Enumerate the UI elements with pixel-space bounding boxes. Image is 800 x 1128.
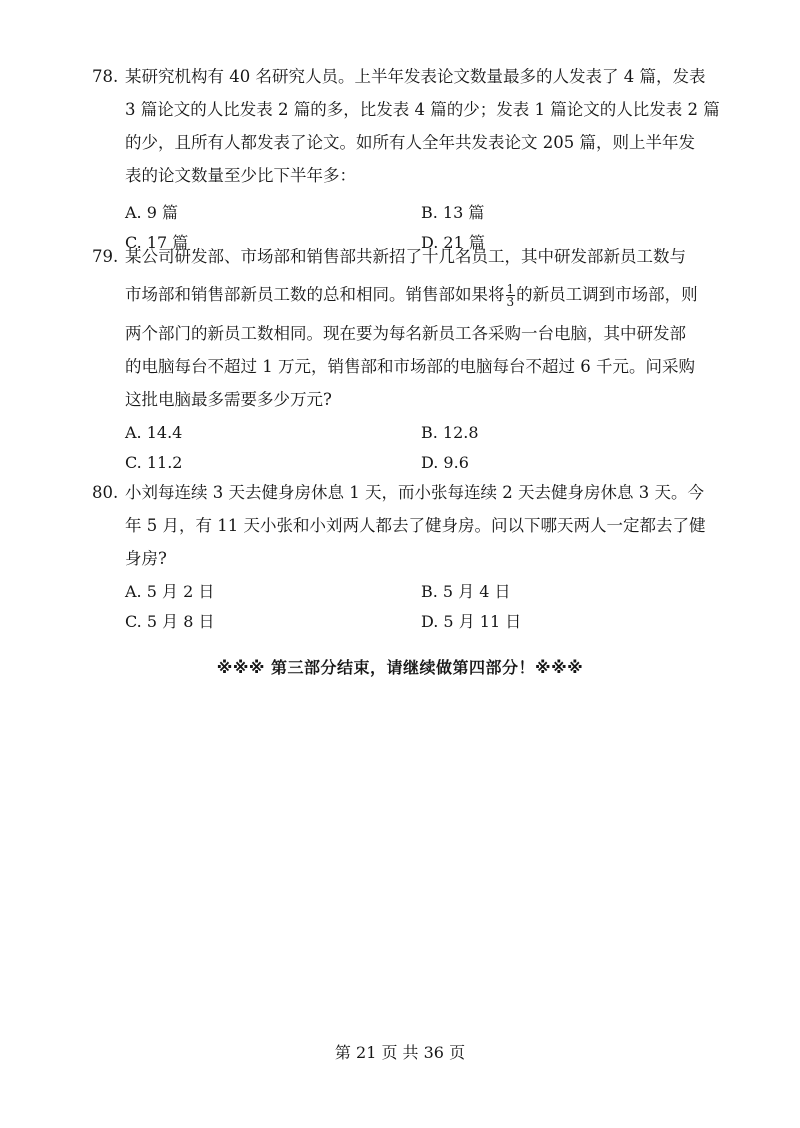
- option-b: B. 5 月 4 日: [421, 582, 511, 601]
- option-c: C. 17 篇: [125, 233, 189, 252]
- option-b: B. 12.8: [421, 423, 479, 442]
- question-text: 两个部门的新员工数相同。现在要为每名新员工各采购一台电脑，其中研发部: [125, 324, 686, 343]
- question-line: [92, 509, 732, 542]
- question-line: [92, 273, 732, 317]
- question-text: 表的论文数量至少比下半年多：: [125, 166, 356, 185]
- question-text: [125, 273, 698, 317]
- fraction-denominator: 3: [506, 295, 515, 309]
- question-number: 80.: [92, 483, 119, 502]
- section-end-note: ※※※ 第三部分结束，请继续做第四部分！※※※: [216, 658, 584, 677]
- question-line: [92, 240, 732, 273]
- fraction: [506, 283, 516, 308]
- question-line: [92, 93, 732, 126]
- question-79: [92, 240, 732, 478]
- question-text: 某研究机构有 40 名研究人员。上半年发表论文数量最多的人发表了 4 篇，发表: [125, 67, 706, 86]
- question-line: [92, 126, 732, 159]
- question-text: 3 篇论文的人比发表 2 篇的多，比发表 4 篇的少；发表 1 篇论文的人比发表 2 篇: [125, 100, 720, 119]
- question-line: [92, 60, 732, 93]
- option-a: A. 5 月 2 日: [125, 582, 215, 601]
- question-line: [92, 317, 732, 350]
- options-row: [125, 577, 732, 607]
- question-text: 的少，且所有人都发表了论文。如所有人全年共发表论文 205 篇，则上半年发: [125, 133, 695, 152]
- question-78: [92, 60, 732, 258]
- options-row: [125, 198, 732, 228]
- question-text: 这批电脑最多需要多少万元?: [125, 390, 332, 409]
- options-row: [125, 448, 732, 478]
- fraction-numerator: 1: [506, 282, 515, 296]
- question-text: 的电脑每台不超过 1 万元，销售部和市场部的电脑每台不超过 6 千元。问采购: [125, 357, 695, 376]
- option-a: A. 14.4: [125, 423, 183, 442]
- question-text: 小刘每连续 3 天去健身房休息 1 天，而小张每连续 2 天去健身房休息 3 天。今: [125, 483, 704, 502]
- option-d: D. 9.6: [421, 453, 469, 472]
- question-text: 身房?: [125, 549, 167, 568]
- question-text-after-fraction: 的新员工调到市场部，则: [516, 285, 698, 304]
- option-a: A. 9 篇: [125, 203, 178, 222]
- question-line: [92, 476, 732, 509]
- options-row: [125, 418, 732, 448]
- page-footer: 第 21 页 共 36 页: [334, 1043, 466, 1062]
- question-line: [92, 542, 732, 575]
- option-d: D. 21 篇: [421, 233, 485, 252]
- option-b: B. 13 篇: [421, 203, 485, 222]
- option-d: D. 5 月 11 日: [421, 612, 522, 631]
- question-line: [92, 350, 732, 383]
- question-text-before-fraction: 市场部和销售部新员工数的总和相同。销售部如果将: [125, 285, 505, 304]
- options-row: [125, 607, 732, 637]
- option-c: C. 11.2: [125, 453, 183, 472]
- option-c: C. 5 月 8 日: [125, 612, 215, 631]
- question-number: 78.: [92, 67, 119, 86]
- question-line: [92, 383, 732, 416]
- question-line: [92, 159, 732, 192]
- question-number: 79.: [92, 247, 119, 266]
- question-text: 某公司研发部、市场部和销售部共新招了十几名员工，其中研发部新员工数与: [125, 247, 686, 266]
- question-text: 年 5 月，有 11 天小张和小刘两人都去了健身房。问以下哪天两人一定都去了健: [125, 516, 706, 535]
- question-80: [92, 476, 732, 637]
